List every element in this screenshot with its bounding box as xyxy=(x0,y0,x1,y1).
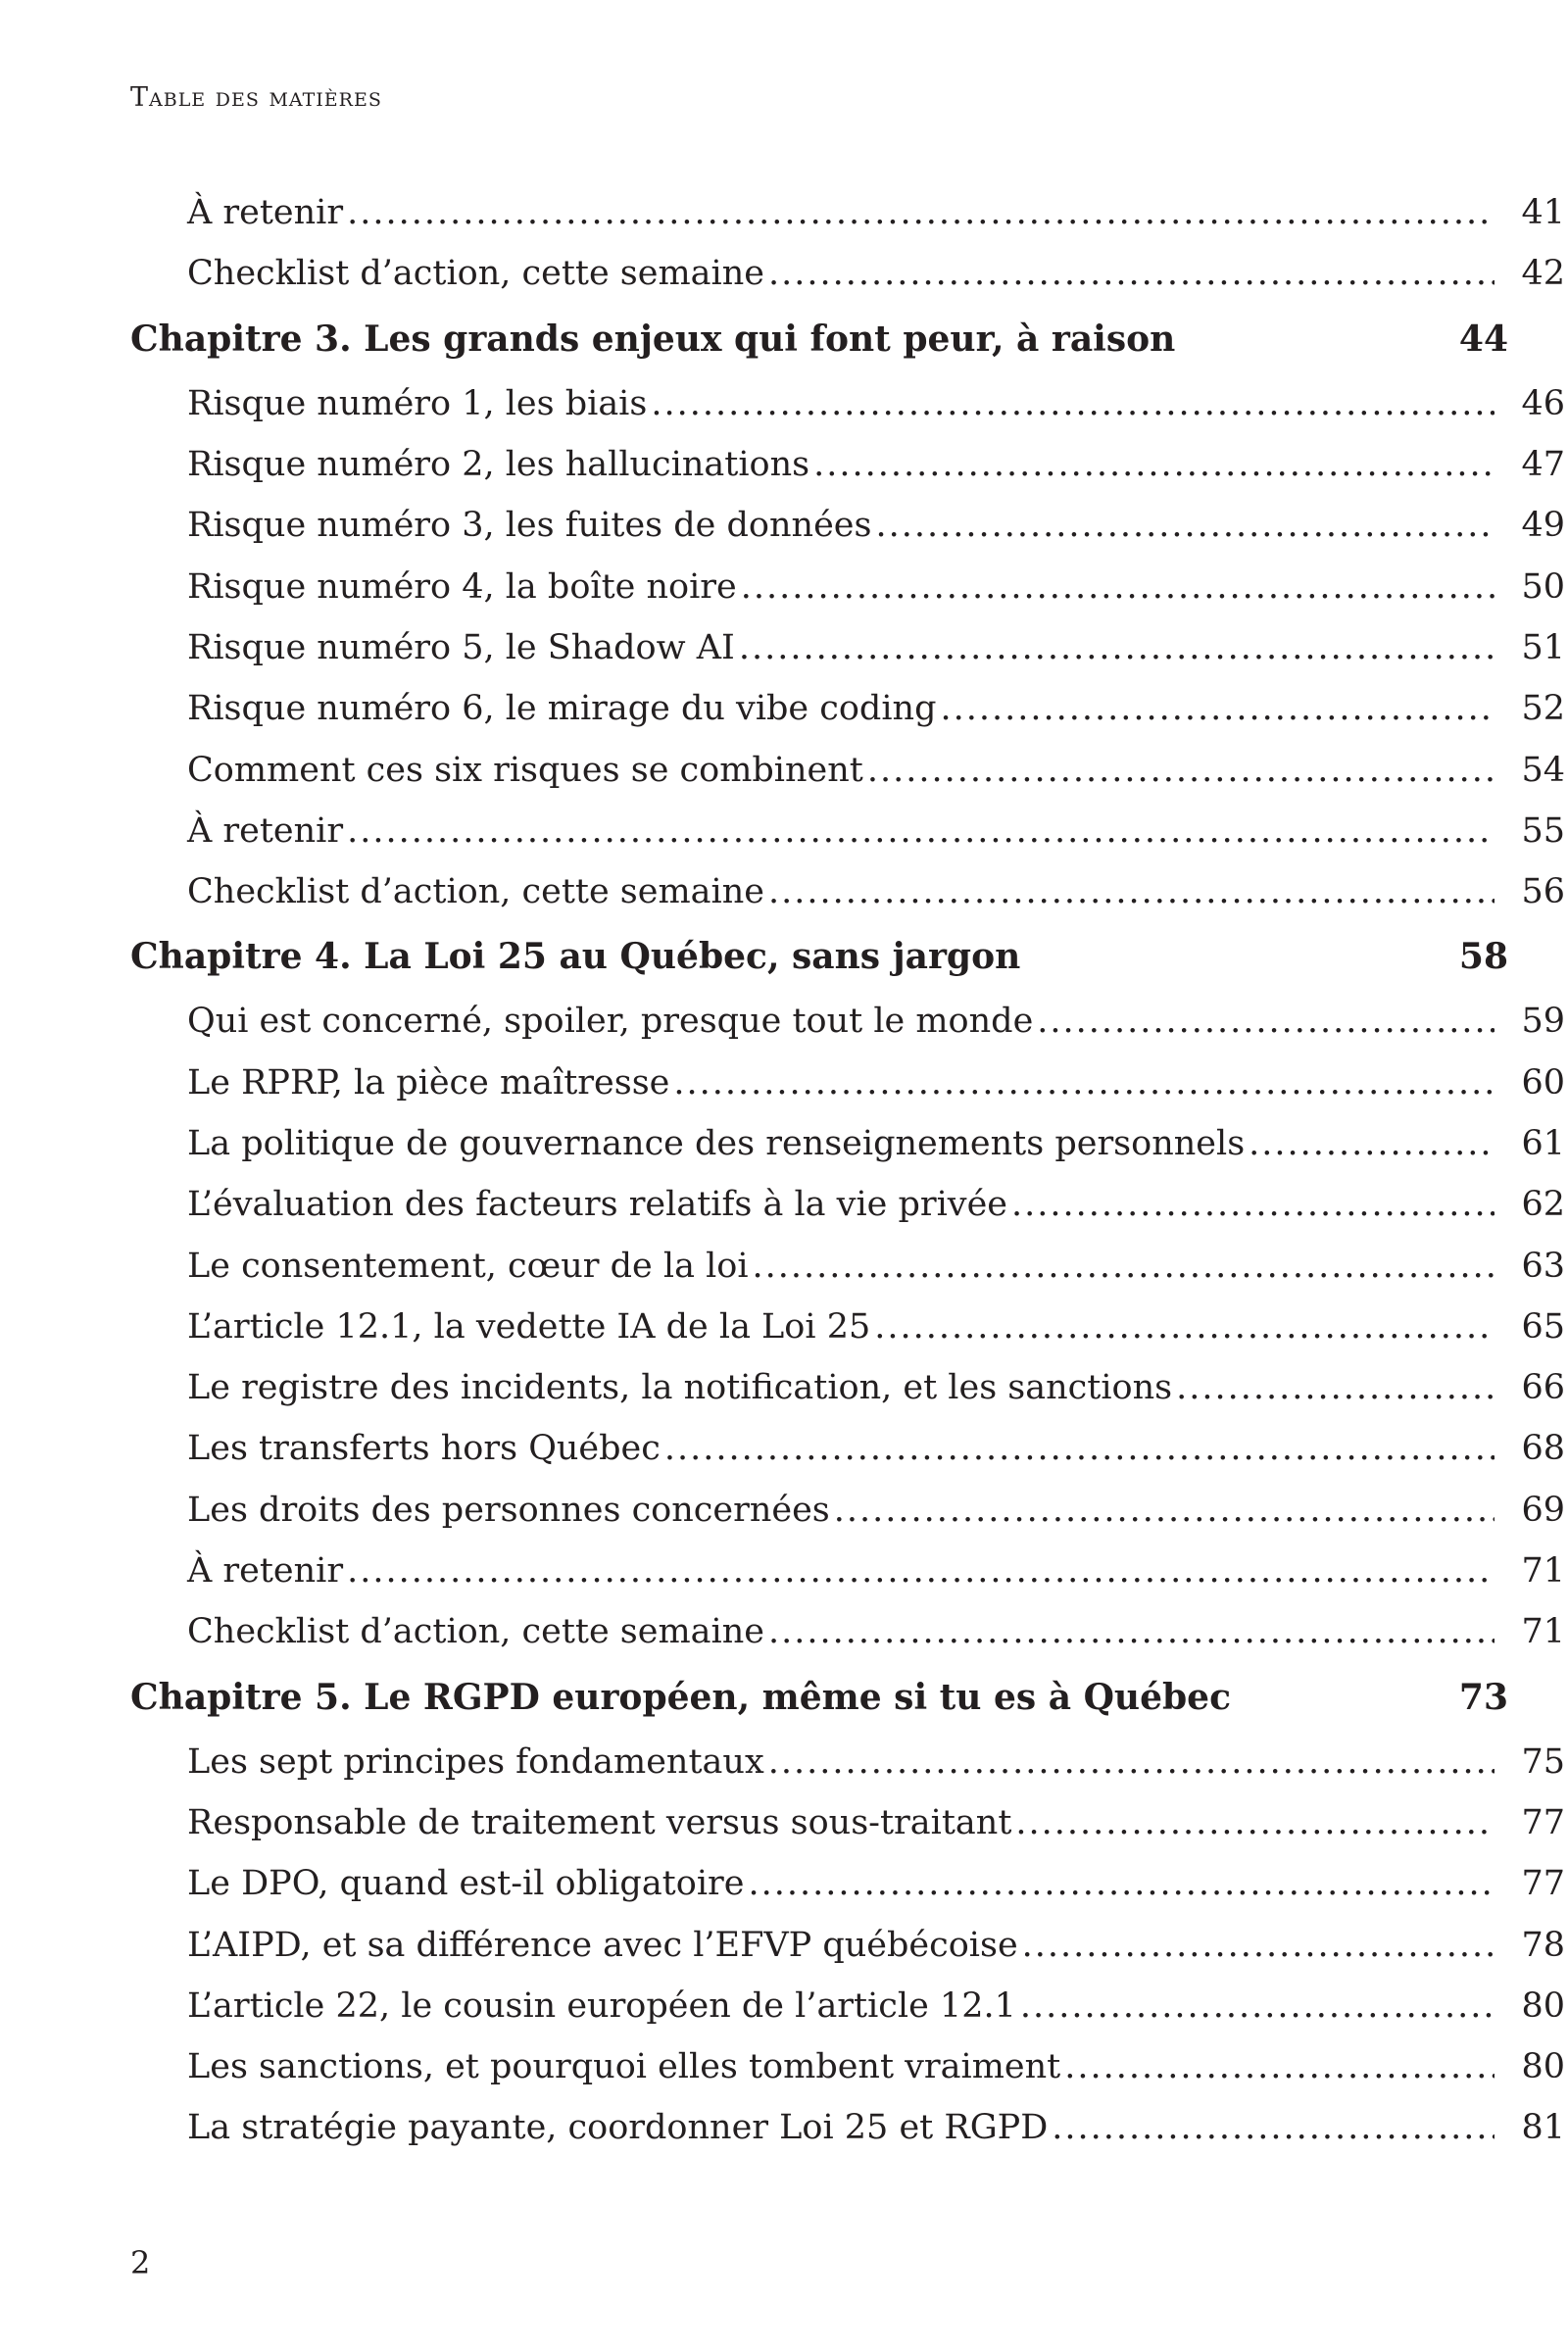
toc-entry[interactable] xyxy=(0,1792,1565,1853)
entry-title: Risque numéro 1, les biais xyxy=(187,383,648,423)
dot-leader xyxy=(940,689,1494,728)
dot-leader xyxy=(347,193,1494,232)
entry-title: Qui est concerné, spoiler, presque tout le monde xyxy=(187,1002,1034,1042)
toc-entry[interactable] xyxy=(0,373,1565,434)
dot-leader xyxy=(753,1247,1494,1286)
toc-entry[interactable] xyxy=(0,1480,1565,1541)
page-ref: 69 xyxy=(1521,1490,1565,1530)
dot-leader xyxy=(347,1551,1494,1591)
page-ref: 56 xyxy=(1521,872,1565,912)
entry-title: L’article 12.1, la vedette IA de la Loi 25 xyxy=(187,1306,871,1347)
entry-title: L’AIPD, et sa différence avec l’EFVP québécoise xyxy=(187,1925,1018,1965)
dot-leader xyxy=(651,384,1494,423)
entry-title: La stratégie payante, coordonner Loi 25 et RGPD xyxy=(187,2108,1049,2148)
page-ref: 77 xyxy=(1521,1802,1565,1842)
dot-leader xyxy=(1015,1803,1494,1842)
toc-entry[interactable] xyxy=(0,1601,1565,1662)
toc-chapter[interactable] xyxy=(0,1663,1508,1732)
page-ref: 41 xyxy=(1521,193,1565,233)
dot-leader xyxy=(768,872,1494,911)
dot-leader xyxy=(1176,1368,1494,1407)
entry-title: Checklist d’action, cette semaine xyxy=(187,872,764,912)
page-ref: 80 xyxy=(1521,2047,1565,2087)
dot-leader xyxy=(813,445,1494,484)
toc-entry[interactable] xyxy=(0,434,1565,495)
dot-leader xyxy=(875,506,1494,545)
page-ref: 51 xyxy=(1521,627,1565,667)
toc-entry[interactable] xyxy=(0,2097,1565,2158)
dot-leader xyxy=(834,1491,1494,1530)
chapter-title: Chapitre 5. Le RGPD européen, même si tu es à Québec xyxy=(130,1676,1231,1718)
entry-title: L’évaluation des facteurs relatifs à la vie privée xyxy=(187,1185,1008,1225)
entry-title: Risque numéro 4, la boîte noire xyxy=(187,566,737,607)
page-ref: 65 xyxy=(1521,1306,1565,1347)
chapter-title: Chapitre 3. Les grands enjeux qui font peur, à raison xyxy=(130,318,1176,360)
page-ref: 46 xyxy=(1521,383,1565,423)
toc-entry[interactable] xyxy=(0,801,1565,861)
entry-title: Checklist d’action, cette semaine xyxy=(187,254,764,294)
toc-entry[interactable] xyxy=(0,739,1565,800)
page-ref: 54 xyxy=(1521,750,1565,790)
page-ref: 60 xyxy=(1521,1062,1565,1102)
entry-title: Le RPRP, la pièce maîtresse xyxy=(187,1062,670,1102)
toc-entry[interactable] xyxy=(0,861,1565,922)
page-ref: 77 xyxy=(1521,1864,1565,1904)
toc-entry[interactable] xyxy=(0,1914,1565,1975)
page-ref: 71 xyxy=(1521,1551,1565,1592)
toc-entry[interactable] xyxy=(0,495,1565,556)
toc-entry[interactable] xyxy=(0,1235,1565,1296)
dot-leader xyxy=(867,751,1494,790)
entry-title: Risque numéro 5, le Shadow AI xyxy=(187,627,735,667)
entry-title: Risque numéro 6, le mirage du vibe coding xyxy=(187,689,937,729)
dot-leader xyxy=(768,254,1494,293)
entry-title: La politique de gouvernance des renseignements personnels xyxy=(187,1124,1246,1163)
toc-chapter[interactable] xyxy=(0,305,1508,373)
page-ref: 49 xyxy=(1521,506,1565,546)
page-ref: 50 xyxy=(1521,566,1565,607)
toc-entry[interactable] xyxy=(0,1976,1565,2036)
toc-entry[interactable] xyxy=(0,1174,1565,1235)
entry-title: L’article 22, le cousin européen de l’article 12.1 xyxy=(187,1985,1016,2026)
dot-leader xyxy=(1011,1185,1494,1224)
dot-leader xyxy=(748,1864,1494,1903)
toc-entry[interactable] xyxy=(0,1053,1565,1113)
page-ref: 42 xyxy=(1521,254,1565,294)
toc-entry[interactable] xyxy=(0,678,1565,739)
toc-entry[interactable] xyxy=(0,2036,1565,2097)
dot-leader xyxy=(1052,2108,1494,2147)
entry-title: Les transferts hors Québec xyxy=(187,1429,661,1469)
dot-leader xyxy=(1249,1124,1494,1163)
toc-entry[interactable] xyxy=(0,991,1565,1052)
page-ref: 68 xyxy=(1521,1429,1565,1469)
dot-leader xyxy=(673,1063,1494,1102)
entry-title: À retenir xyxy=(187,810,344,851)
page-ref: 55 xyxy=(1521,810,1565,851)
page-ref: 47 xyxy=(1521,445,1565,485)
entry-title: Responsable de traitement versus sous-traitant xyxy=(187,1802,1012,1842)
page-ref: 80 xyxy=(1521,1985,1565,2026)
page-ref: 62 xyxy=(1521,1185,1565,1225)
entry-title: Risque numéro 3, les fuites de données xyxy=(187,506,872,546)
dot-leader xyxy=(741,567,1494,607)
page-ref: 59 xyxy=(1521,1002,1565,1042)
entry-title: Le DPO, quand est-il obligatoire xyxy=(187,1864,745,1904)
toc-entry[interactable] xyxy=(0,1418,1565,1479)
dot-leader xyxy=(739,628,1494,667)
dot-leader xyxy=(1022,1926,1494,1965)
dot-leader xyxy=(768,1742,1494,1782)
entry-title: Le registre des incidents, la notification, et les sanctions xyxy=(187,1368,1173,1408)
entry-title: À retenir xyxy=(187,1551,344,1592)
page-ref: 71 xyxy=(1521,1612,1565,1652)
page-ref: 73 xyxy=(1458,1676,1508,1718)
page-ref: 61 xyxy=(1521,1124,1565,1163)
toc-entry[interactable] xyxy=(0,1297,1565,1357)
toc-entry[interactable] xyxy=(0,1113,1565,1174)
entry-title: Les droits des personnes concernées xyxy=(187,1490,830,1530)
dot-leader xyxy=(1064,2047,1494,2086)
page-ref: 44 xyxy=(1458,318,1508,360)
running-head: Table des matières xyxy=(130,82,382,113)
dot-leader xyxy=(1020,1986,1494,2026)
page-ref: 81 xyxy=(1521,2108,1565,2148)
entry-title: Le consentement, cœur de la loi xyxy=(187,1246,749,1286)
dot-leader xyxy=(347,811,1494,851)
toc-entry[interactable] xyxy=(0,1853,1565,1914)
entry-title: Les sept principes fondamentaux xyxy=(187,1741,764,1782)
page-ref: 75 xyxy=(1521,1741,1565,1782)
toc-entry[interactable] xyxy=(0,556,1565,616)
page-ref: 63 xyxy=(1521,1246,1565,1286)
entry-title: Comment ces six risques se combinent xyxy=(187,750,863,790)
entry-title: À retenir xyxy=(187,193,344,233)
entry-title: Les sanctions, et pourquoi elles tombent vraiment xyxy=(187,2047,1061,2087)
toc-entry[interactable] xyxy=(0,1357,1565,1418)
dot-leader xyxy=(1037,1002,1494,1041)
page-ref: 66 xyxy=(1521,1368,1565,1408)
toc-entry[interactable] xyxy=(0,1732,1565,1792)
page-number: 2 xyxy=(130,2244,151,2281)
page-ref: 58 xyxy=(1458,936,1508,978)
table-of-contents xyxy=(0,182,1568,2159)
dot-leader xyxy=(874,1307,1494,1347)
chapter-title: Chapitre 4. La Loi 25 au Québec, sans jargon xyxy=(130,936,1021,978)
toc-entry[interactable] xyxy=(0,182,1565,243)
toc-entry[interactable] xyxy=(0,617,1565,678)
dot-leader xyxy=(664,1429,1494,1468)
dot-leader xyxy=(768,1612,1494,1651)
entry-title: Risque numéro 2, les hallucinations xyxy=(187,445,810,485)
page-ref: 52 xyxy=(1521,689,1565,729)
page-ref: 78 xyxy=(1521,1925,1565,1965)
toc-chapter[interactable] xyxy=(0,922,1508,991)
toc-entry[interactable] xyxy=(0,243,1565,304)
toc-entry[interactable] xyxy=(0,1541,1565,1601)
entry-title: Checklist d’action, cette semaine xyxy=(187,1612,764,1652)
